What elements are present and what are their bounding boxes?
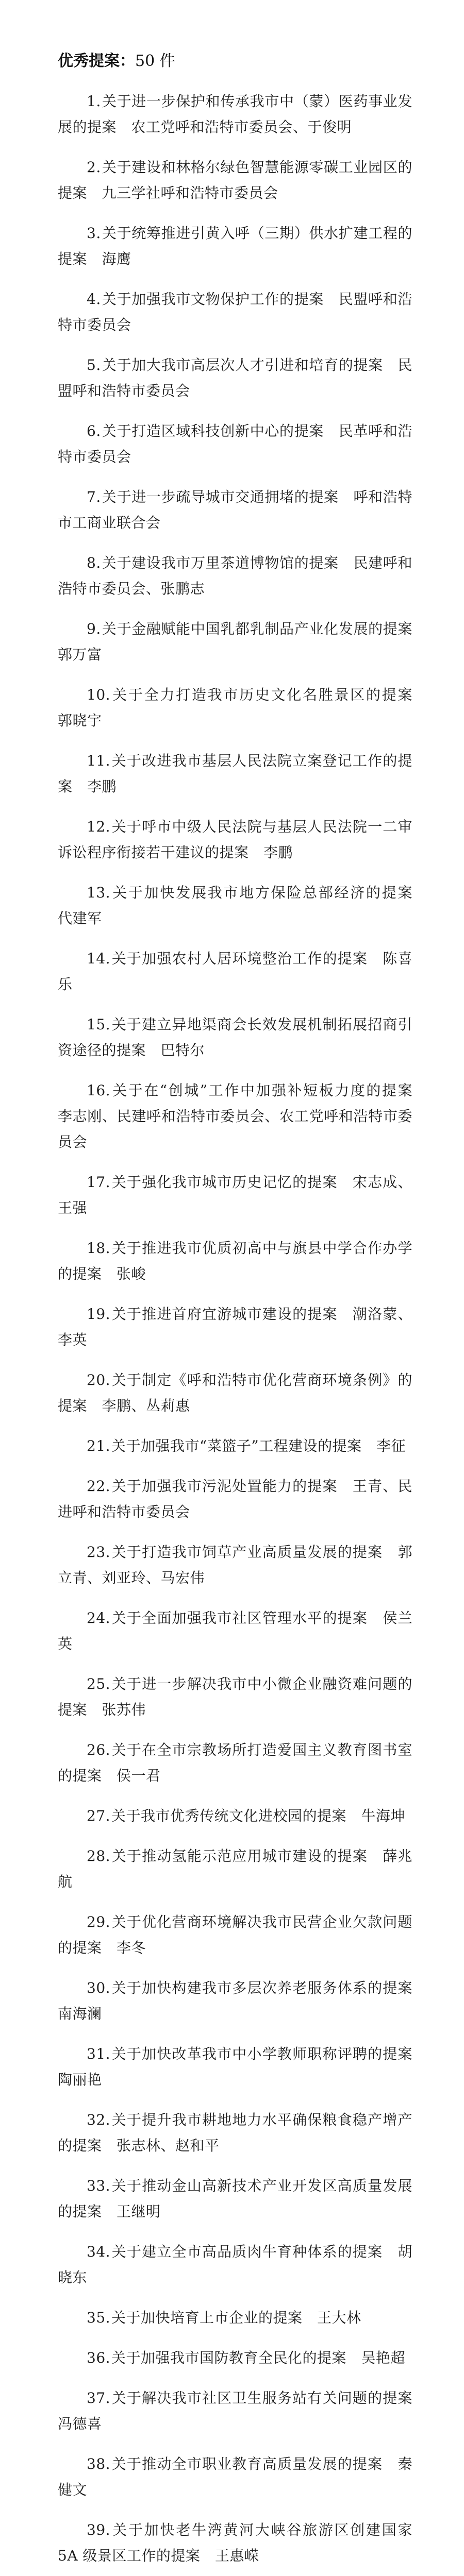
proposal-text: 关于在“创城”工作中加强补短板力度的提案 李志刚、民建呼和浩特市委员会、农工党呼和浩特市委员会: [58, 1082, 427, 1150]
proposal-number: 9.: [87, 620, 101, 637]
proposal-item: [58, 2517, 412, 2569]
proposal-item: [58, 1803, 412, 1829]
proposal-item: [58, 2345, 412, 2371]
proposal-item: [58, 946, 412, 997]
proposal-item: [58, 550, 412, 602]
proposal-item: [58, 1539, 412, 1591]
proposal-item: [58, 1605, 412, 1657]
proposal-text: 关于全面加强我市社区管理水平的提案 侯兰英: [58, 1609, 412, 1652]
proposal-number: 3.: [87, 225, 101, 242]
proposal-number: 5.: [87, 357, 101, 374]
proposal-item: [58, 221, 412, 272]
proposal-number: 34.: [87, 2243, 111, 2260]
proposal-number: 7.: [87, 488, 101, 505]
proposal-item: [58, 1433, 412, 1459]
proposal-text: 关于打造我市饲草产业高质量发展的提案 郭立青、刘亚玲、马宏伟: [58, 1544, 412, 1586]
proposal-number: 23.: [87, 1544, 111, 1561]
proposal-number: 15.: [87, 1016, 111, 1033]
section-title: 优秀提案：: [58, 52, 135, 70]
proposal-number: 29.: [87, 1913, 111, 1930]
proposal-text: 关于加快培育上市企业的提案 王大林: [111, 2309, 361, 2326]
proposal-number: 16.: [87, 1082, 111, 1099]
proposal-text: 关于加强我市“菜篮子”工程建设的提案 李征: [111, 1437, 406, 1454]
proposal-text: 关于建设和林格尔绿色智慧能源零碳工业园区的提案 九三学社呼和浩特市委员会: [58, 159, 412, 201]
proposal-item: [58, 1975, 427, 2027]
proposal-number: 14.: [87, 950, 111, 967]
proposal-text: 关于加快构建我市多层次养老服务体系的提案 南海澜: [58, 1979, 427, 2022]
proposal-number: 12.: [87, 818, 111, 835]
proposal-text: 关于优化营商环境解决我市民营企业欠款问题的提案 李冬: [58, 1913, 412, 1956]
proposal-number: 20.: [87, 1371, 111, 1388]
proposal-item: [58, 2385, 427, 2437]
proposal-number: 11.: [87, 752, 111, 769]
proposal-text: 关于改进我市基层人民法院立案登记工作的提案 李鹏: [58, 752, 412, 795]
proposal-number: 2.: [87, 159, 101, 176]
proposal-number: 17.: [87, 1174, 111, 1191]
proposal-text: 关于建立全市高品质肉牛育种体系的提案 胡晓东: [58, 2243, 412, 2286]
proposal-number: 27.: [87, 1807, 111, 1824]
proposal-text: 关于进一步疏导城市交通拥堵的提案 呼和浩特市工商业联合会: [58, 488, 412, 531]
proposal-text: 关于我市优秀传统文化进校园的提案 牛海坤: [111, 1807, 406, 1824]
proposal-number: 8.: [87, 554, 101, 571]
proposal-text: 关于打造区域科技创新中心的提案 民革呼和浩特市委员会: [58, 422, 412, 465]
proposal-text: 关于推动金山高新技术产业开发区高质量发展的提案 王继明: [58, 2177, 412, 2220]
proposal-item: [58, 748, 412, 800]
proposal-item: [58, 2305, 412, 2331]
proposal-text: 关于推进我市优质初高中与旗县中学合作办学的提案 张峻: [58, 1240, 412, 1282]
proposal-text: 关于呼市中级人民法院与基层人民法院一二审诉讼程序衔接若干建议的提案 李鹏: [58, 818, 412, 861]
proposal-number: 33.: [87, 2177, 111, 2194]
proposal-item: [58, 286, 412, 338]
proposal-item: [58, 1301, 412, 1353]
proposal-count: 50 件: [135, 52, 175, 70]
proposal-item: [58, 1473, 412, 1525]
proposal-number: 28.: [87, 1848, 111, 1865]
proposal-text: 关于提升我市耕地地力水平确保粮食稳产增产的提案 张志林、赵和平: [58, 2111, 412, 2154]
proposal-item: [58, 155, 412, 206]
proposal-item: [58, 1170, 412, 1221]
proposal-text: 关于在全市宗教场所打造爱国主义教育图书室的提案 侯一君: [58, 1741, 412, 1784]
proposal-text: 关于统筹推进引黄入呼（三期）供水扩建工程的提案 海鹰: [58, 225, 412, 267]
proposal-text: 关于全力打造我市历史文化名胜景区的提案 郭晓宇: [58, 686, 427, 729]
proposal-item: [58, 880, 427, 931]
proposal-number: 32.: [87, 2111, 111, 2128]
proposal-item: [58, 616, 427, 668]
proposal-item: [58, 1012, 412, 1063]
proposal-item: [58, 1843, 412, 1895]
proposal-item: [58, 2239, 412, 2291]
proposal-number: 30.: [87, 1979, 111, 1996]
proposal-item: [58, 484, 412, 536]
proposal-number: 19.: [87, 1306, 111, 1323]
proposal-number: 39.: [87, 2521, 111, 2538]
proposal-number: 38.: [87, 2455, 111, 2472]
proposal-text: 关于加强我市文物保护工作的提案 民盟呼和浩特市委员会: [58, 291, 412, 333]
proposal-text: 关于加快发展我市地方保险总部经济的提案 代建军: [58, 884, 427, 927]
proposal-text: 关于解决我市社区卫生服务站有关问题的提案 冯德喜: [58, 2389, 427, 2432]
proposal-number: 35.: [87, 2309, 111, 2326]
proposal-text: 关于强化我市城市历史记忆的提案 宋志成、王强: [58, 1174, 412, 1216]
proposal-text: 关于推动全市职业教育高质量发展的提案 秦健文: [58, 2455, 412, 2498]
proposal-number: 22.: [87, 1478, 111, 1495]
proposal-number: 21.: [87, 1437, 111, 1454]
proposal-item: [58, 2451, 412, 2503]
proposal-item: [58, 1367, 412, 1419]
proposal-number: 4.: [87, 291, 101, 308]
proposal-item: [58, 352, 412, 404]
proposal-number: 36.: [87, 2349, 111, 2366]
proposal-text: 关于进一步解决我市中小微企业融资难问题的提案 张苏伟: [58, 1675, 412, 1718]
proposal-item: [58, 418, 412, 470]
section-heading: [58, 49, 412, 73]
proposal-item: [58, 1235, 412, 1287]
proposal-text: 关于推动氢能示范应用城市建设的提案 薛兆航: [58, 1848, 412, 1890]
proposal-item: [58, 2041, 427, 2093]
proposal-text: 关于建立异地渠商会长效发展机制拓展招商引资途径的提案 巴特尔: [58, 1016, 412, 1059]
proposal-item: [58, 2107, 412, 2159]
proposal-text: 关于加大我市高层次人才引进和培育的提案 民盟呼和浩特市委员会: [58, 357, 412, 399]
proposal-text: 关于金融赋能中国乳都乳制品产业化发展的提案 郭万富: [58, 620, 427, 663]
proposal-number: 10.: [87, 686, 111, 703]
proposal-item: [58, 814, 412, 866]
proposal-text: 关于加强我市国防教育全民化的提案 吴艳超: [111, 2349, 406, 2366]
proposal-text: 关于推进首府宜游城市建设的提案 潮洛蒙、李英: [58, 1306, 412, 1348]
proposal-list: [58, 89, 427, 2576]
proposal-item: [58, 1671, 412, 1723]
proposal-text: 关于加快改革我市中小学教师职称评聘的提案 陶丽艳: [58, 2045, 427, 2088]
proposal-text: 关于加快老牛湾黄河大峡谷旅游区创建国家 5A 级景区工作的提案 王惠嵘: [58, 2521, 412, 2564]
proposal-number: 26.: [87, 1741, 111, 1758]
proposal-item: [58, 1909, 412, 1961]
proposal-text: 关于进一步保护和传承我市中（蒙）医药事业发展的提案 农工党呼和浩特市委员会、于俊明: [58, 93, 412, 135]
proposal-number: 6.: [87, 422, 101, 439]
proposal-text: 关于制定《呼和浩特市优化营商环境条例》的提案 李鹏、丛莉惠: [58, 1371, 412, 1414]
proposal-item: [58, 89, 412, 140]
proposal-number: 1.: [87, 93, 101, 110]
proposal-number: 18.: [87, 1240, 111, 1257]
proposal-number: 25.: [87, 1675, 111, 1692]
proposal-item: [58, 1078, 427, 1155]
proposal-number: 13.: [87, 884, 111, 901]
proposal-item: [58, 682, 427, 734]
proposal-number: 31.: [87, 2045, 111, 2062]
proposal-text: 关于加强我市污泥处置能力的提案 王青、民进呼和浩特市委员会: [58, 1478, 412, 1520]
proposal-number: 24.: [87, 1609, 111, 1626]
proposal-text: 关于加强农村人居环境整治工作的提案 陈喜乐: [58, 950, 412, 993]
proposal-item: [58, 2173, 412, 2225]
proposal-text: 关于建设我市万里茶道博物馆的提案 民建呼和浩特市委员会、张鹏志: [58, 554, 412, 597]
proposal-number: 37.: [87, 2389, 111, 2406]
proposal-item: [58, 1737, 412, 1789]
